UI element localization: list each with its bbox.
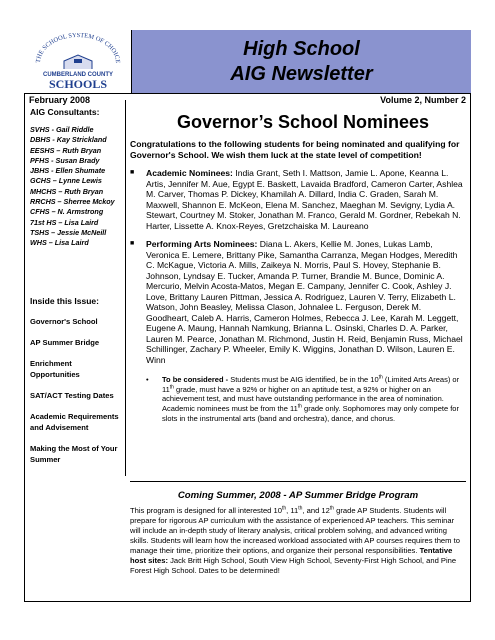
- superscript: th: [378, 374, 383, 381]
- performing-nominees: [130, 239, 466, 365]
- logo-arc-text: THE SCHOOL SYSTEM OF CHOICE: [34, 32, 121, 64]
- summer-heading: Coming Summer, 2008 - AP Summer Bridge Program: [177, 490, 419, 501]
- hosts-text: Jack Britt High School, South View High School, Seventy-First High School, and Pine Forest High School. Dates to be determined!: [130, 556, 457, 575]
- logo-schools: SCHOOLS: [48, 76, 107, 91]
- sidebar-divider: [125, 100, 126, 476]
- consider-text: grade only. Sophomores may only compete for slots in the instrumental arts (band and orchestra), dance, and chorus.: [162, 403, 459, 423]
- summer-text: , and 12: [302, 506, 330, 515]
- consultant-item: WHS – Lisa Laird: [30, 238, 89, 248]
- issue-date: February 2008: [29, 95, 91, 105]
- academic-label: Academic Nominees:: [146, 168, 233, 179]
- consultant-item: 71st HS – Lisa Laird: [30, 217, 99, 227]
- school-logo-icon: [28, 33, 128, 91]
- consultant-item: GCHS – Lynne Lewis: [30, 176, 102, 186]
- logo-county: CUMBERLAND COUNTY: [42, 71, 113, 78]
- consultant-item: CFHS – N. Armstrong: [30, 207, 104, 217]
- consider-text: Students must be AIG identified, be in the 10: [228, 375, 379, 385]
- performing-label: Performing Arts Nominees:: [146, 239, 258, 250]
- consultant-item: PFHS - Susan Brady: [30, 155, 100, 165]
- banner-title-line1: High School: [243, 37, 360, 60]
- inside-issue-heading: Inside this Issue:: [30, 295, 99, 306]
- consultant-item: RRCHS – Sherree Mckoy: [30, 197, 115, 207]
- superscript: th: [298, 505, 303, 512]
- hosts-label: Tentative host sites:: [130, 546, 453, 565]
- superscript: th: [329, 505, 335, 512]
- inside-item: AP Summer Bridge: [30, 337, 100, 347]
- consider-label: To be considered -: [162, 375, 229, 385]
- summer-text: grade AP Students. Students will prepare for rigorous AP curriculum with the assistance of experienced AP teachers. This seminar will include an in-depth study of literary analysis, critical problem solving, and advanced writing skills. Students will learn how the increased workload associated with AP courses requires them to manage their time, prioritize their options, and organize their personal responsibilities.: [130, 506, 460, 555]
- bullet-dot-icon: •: [146, 375, 149, 385]
- bullet-icon: ■: [130, 169, 135, 177]
- eligibility-note: [146, 375, 466, 423]
- consider-text: (Limited Arts Areas) or 11: [162, 375, 460, 394]
- academic-names: India Grant, Seth I. Mattson, Jamie L. Apone, Keanna L. Artis, Jennifer M. Aue, Egypt E. Baskett, Lavaida Bradford, Cameron Carter, Ashlea M. Carver, Thomas P. Dickey, Khamilah A. Dillard, India C. Graden, Sarah M. Maxwell, Shannon E. McKeon, Elena M. Sanchez, Maeghan M. Sevigny, Lydia A. Stewart, Courtney M. Stoker, Jonathan M. Franco, Gerald M. Gordner, Rebekah N. Harter, Lissette A. Knox-Reyes, Gretzchaiska M. Laureano: [146, 168, 463, 231]
- inside-item: SAT/ACT Testing Dates: [30, 390, 114, 400]
- superscript: th: [297, 403, 302, 410]
- performing-names: Diana L. Akers, Kellie M. Jones, Lukas Lamb, Veronica E. Lemere, Brittany Pike, Samantha Carranza, Megan Hodges, Meredith C. McKague, Victoria A. Mills, Zaikeya N. Morris, Paul S. Hovey, Stephanie B. Johnson, Lyndsay E. Tucker, Amanda P. Turner, Brandie M. Bunce, Dominic A. Mercurio, Melvin Acosta-Matos, Megan E. Campany, Jennifer C. Cook, Ashley J. Love, Brittany Lauren Pittman, Jessica A. Rodriguez, Lauren V. Terry, Elizabeth L. Watson, John Beasley, Melissa Clason, Johnalee L. Ferguson, Derek M. Goodheart, Caleb A. Harris, Cameron Holmes, Rebecca J. Lee, Karah M. Leggett, Eugene A. Maung, Hannah Namkung, Brianna L. Osinski, Charles D. A. Parker, Lauren M. Pearce, Jonathan M. Richmond, Justin H. Reid, Benjamin Russ, Michael Schillinger, Zachary P. Wheeler, Emily K. Wiggins, Jonathan D. Wilson, Lauren E. Winn: [146, 239, 463, 365]
- bullet-icon: ■: [130, 240, 135, 248]
- issue-volume: Volume 2, Number 2: [380, 95, 466, 105]
- banner-title-line2: AIG Newsletter: [230, 62, 373, 85]
- sidebar: [30, 107, 122, 465]
- superscript: th: [169, 384, 174, 391]
- inside-item: Governor's School: [30, 316, 98, 326]
- consultant-item: MHCHS – Ruth Bryan: [30, 186, 104, 196]
- consultants-list: [30, 125, 122, 249]
- superscript: th: [281, 505, 287, 512]
- consider-text: grade, must have a 92% or higher on an aptitude test, a 92% or higher on an achievement test, and must have outstanding performance in the area of nomination. Academic nominees must be from the 11: [162, 384, 444, 413]
- article-intro: Congratulations to the following students for being nominated and qualifying for Governor's School. We wish them luck at the state level of competition!: [130, 139, 460, 160]
- article-title: Governor’s School Nominees: [176, 112, 430, 132]
- consultant-item: EESHS – Ruth Bryan: [30, 145, 102, 155]
- logo: [24, 30, 132, 94]
- consultant-item: DBHS - Kay Strickland: [30, 135, 107, 145]
- consultant-item: JBHS - Ellen Shumate: [30, 166, 106, 176]
- summer-text: , 11: [286, 506, 299, 515]
- consultant-item: TSHS – Jessie McNeill: [30, 227, 107, 237]
- inside-item: Making the Most of Your Summer: [30, 443, 118, 464]
- newsletter-banner: [132, 30, 471, 94]
- academic-nominees: [130, 168, 466, 231]
- inside-issue-list: [30, 316, 122, 465]
- inside-item: Enrichment Opportunities: [30, 358, 80, 379]
- inside-item: Academic Requirements and Advisement: [30, 411, 119, 432]
- main-article: [130, 111, 466, 423]
- consultant-item: SVHS - Gail Riddle: [30, 125, 94, 134]
- section-divider: [130, 481, 466, 482]
- summer-paragraph: [130, 506, 466, 576]
- summer-text: This program is designed for all interested 10: [130, 506, 282, 515]
- consultants-heading: AIG Consultants:: [30, 107, 100, 117]
